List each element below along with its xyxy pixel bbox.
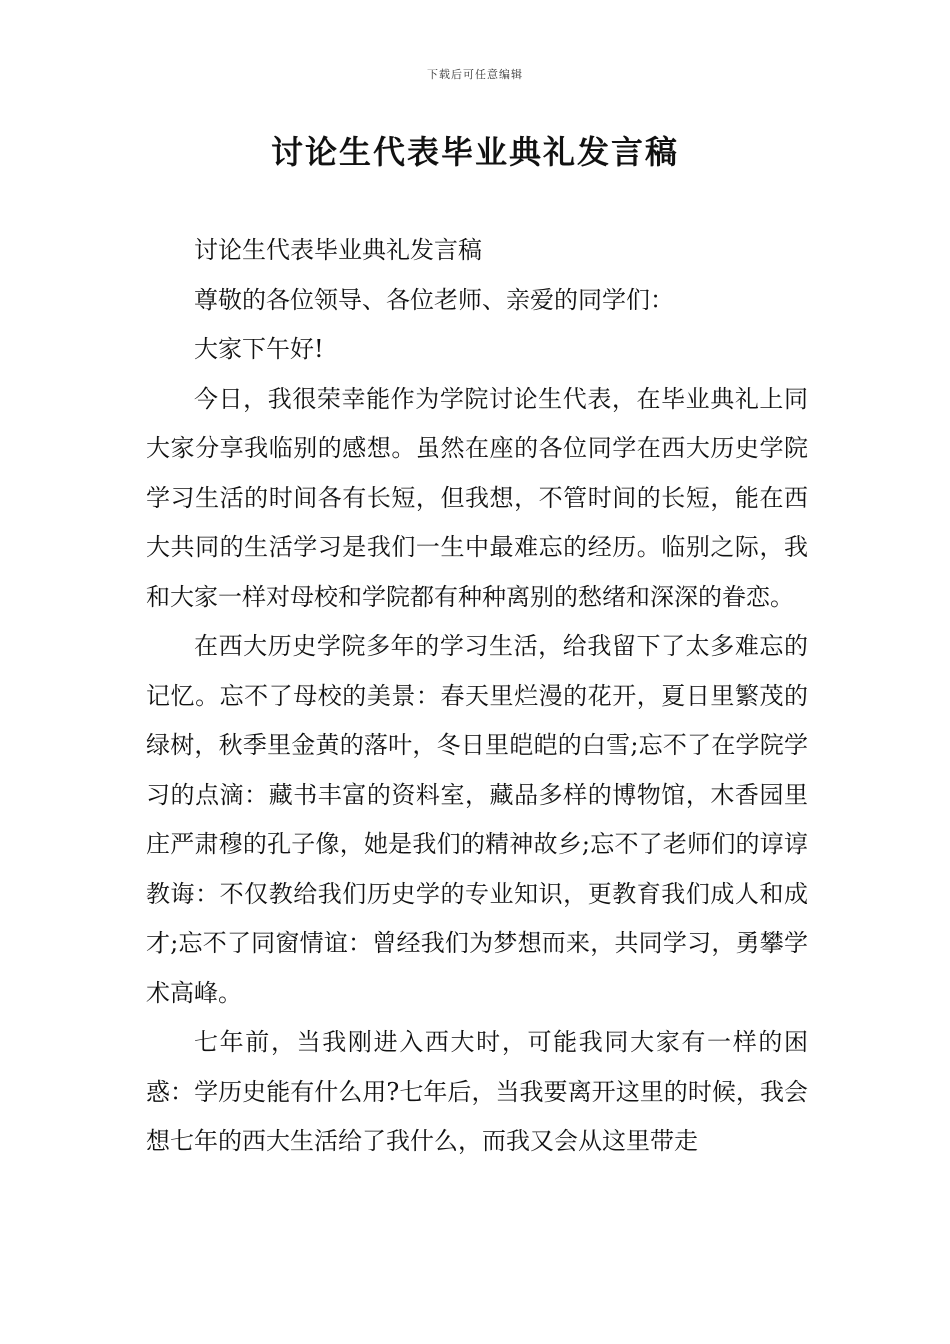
paragraph: 在西大历史学院多年的学习生活，给我留下了太多难忘的记忆。忘不了母校的美景：春天里烂漫的花开，夏日里繁茂的绿树，秋季里金黄的落叶，冬日里皑皑的白雪;忘不了在学院学习的点滴：藏书丰富的资料室，藏品多样的博物馆，木香园里庄严肃穆的孔子像，她是我们的精神故乡;忘不了老师们的谆谆教诲：不仅教给我们历史学的专业知识，更教育我们成人和成才;忘不了同窗情谊：曾经我们为梦想而来，共同学习，勇攀学术高峰。	[146, 632, 808, 1007]
paragraph: 讨论生代表毕业典礼发言稿	[194, 236, 482, 264]
document-body	[146, 226, 808, 1167]
document-title: 讨论生代表毕业典礼发言稿	[270, 133, 679, 171]
paragraph: 今日，我很荣幸能作为学院讨论生代表，在毕业典礼上同大家分享我临别的感想。虽然在座的各位同学在西大历史学院学习生活的时间各有长短，但我想，不管时间的长短，能在西大共同的生活学习是我们一生中最难忘的经历。临别之际，我和大家一样对母校和学院都有种种离别的愁绪和深深的眷恋。	[146, 384, 808, 611]
paragraph: 七年前，当我刚进入西大时，可能我同大家有一样的困惑：学历史能有什么用?七年后，当我要离开这里的时候，我会想七年的西大生活给了我什么，而我又会从这里带走	[146, 1028, 808, 1155]
header-note: 下载后可任意编辑	[427, 68, 523, 81]
paragraph: 大家下午好!	[194, 335, 324, 363]
paragraph: 尊敬的各位领导、各位老师、亲爱的同学们：	[194, 285, 674, 314]
